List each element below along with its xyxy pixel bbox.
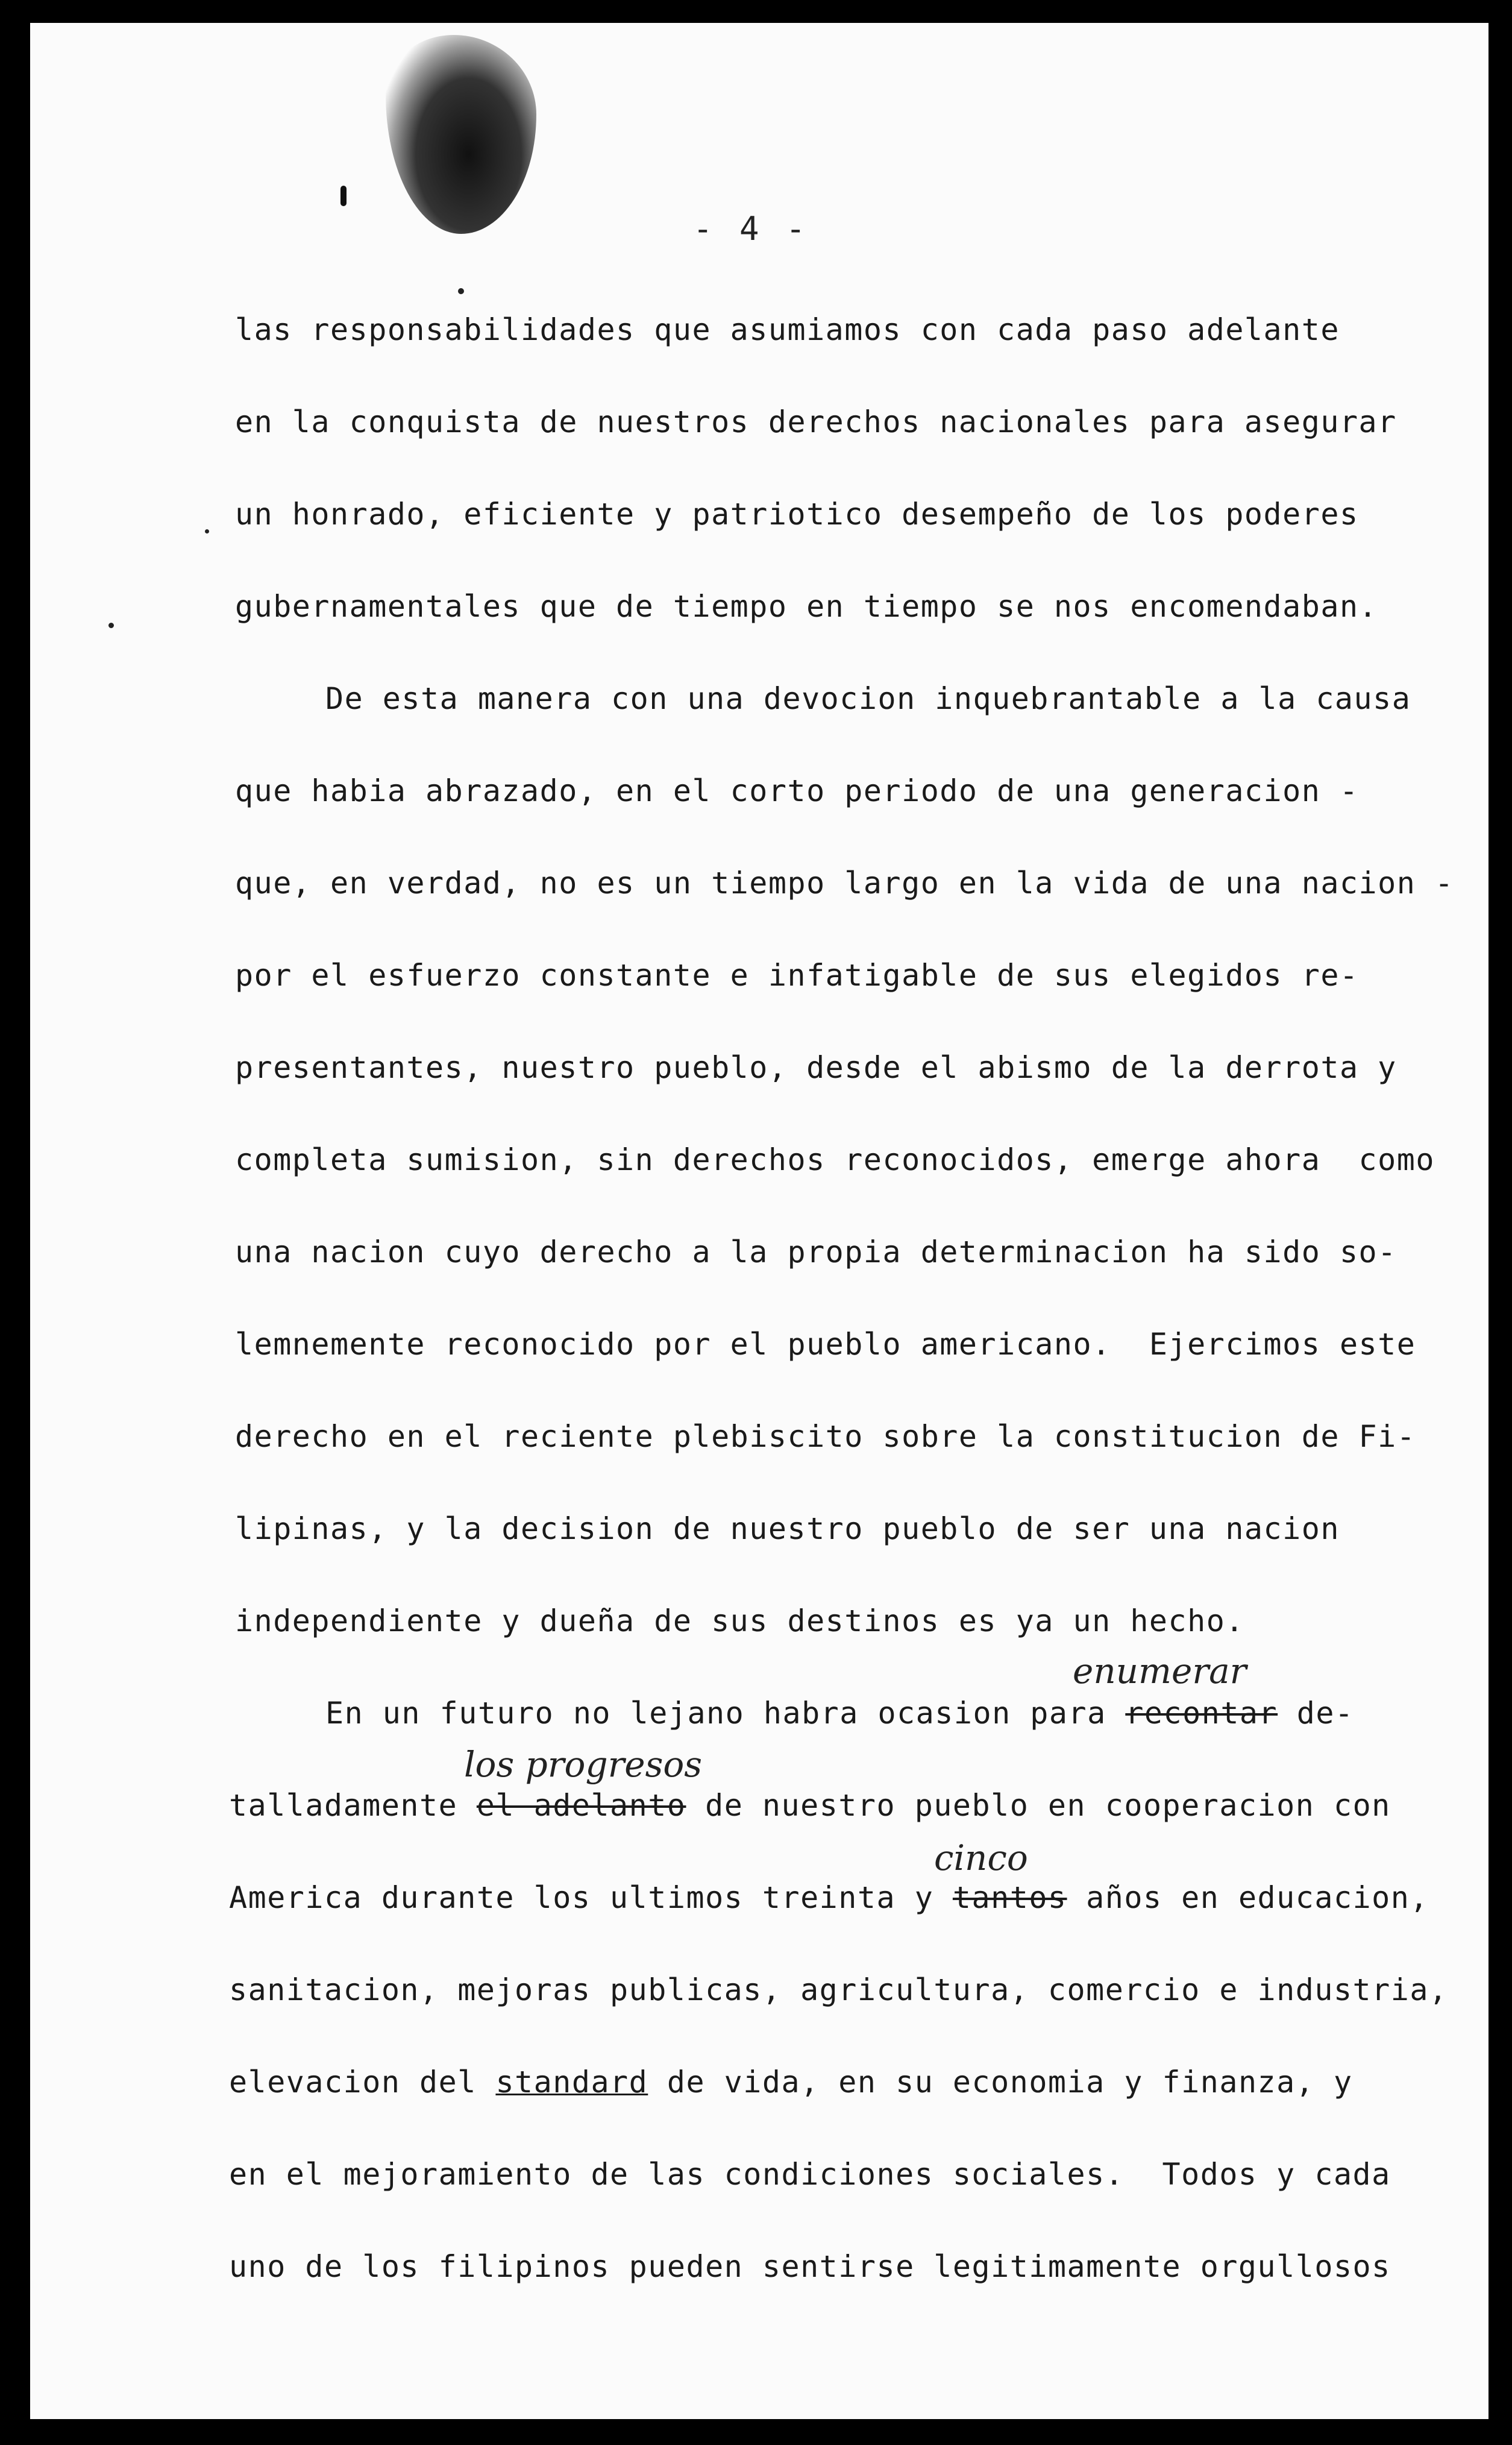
text-line: que habia abrazado, en el corto periodo de una generacion -: [235, 773, 1359, 808]
text-line: por el esfuerzo constante e infatigable de sus elegidos re-: [235, 958, 1359, 993]
handwritten-correction: los progresos: [464, 1744, 703, 1785]
text-line: derecho en el reciente plebiscito sobre la constitucion de Fi-: [235, 1419, 1416, 1454]
ink-speck: [108, 623, 114, 628]
struck-word: tantos: [952, 1880, 1067, 1915]
text-line: un honrado, eficiente y patriotico desempeño de los poderes: [235, 497, 1359, 532]
text-line: en el mejoramiento de las condiciones sociales. Todos y cada: [229, 2157, 1391, 2192]
ink-speck: [205, 529, 209, 533]
text-line: lemnemente reconocido por el pueblo americano. Ejercimos este: [235, 1327, 1416, 1362]
text-line: en la conquista de nuestros derechos nacionales para asegurar: [235, 404, 1397, 439]
text-segment: de nuestro pueblo en cooperacion con: [686, 1788, 1391, 1823]
handwritten-correction: cinco: [934, 1837, 1028, 1878]
text-line: una nacion cuyo derecho a la propia determinacion ha sido so-: [235, 1235, 1397, 1270]
text-segment: America durante los ultimos treinta y: [229, 1880, 953, 1915]
text-line: presentantes, nuestro pueblo, desde el abismo de la derrota y: [235, 1050, 1397, 1085]
text-segment: de-: [1278, 1696, 1354, 1731]
text-segment: talladamente: [229, 1788, 477, 1823]
text-line: completa sumision, sin derechos reconocidos, emerge ahora como: [235, 1142, 1435, 1177]
text-line: sanitacion, mejoras publicas, agricultura, comercio e industria,: [229, 1972, 1448, 2007]
text-line: gubernamentales que de tiempo en tiempo se nos encomendaban.: [235, 589, 1378, 624]
text-segment: elevacion del: [229, 2065, 496, 2100]
underlined-word: standard: [495, 2065, 648, 2100]
text-line: De esta manera con una devocion inquebrantable a la causa: [325, 681, 1411, 716]
ink-drip: [340, 186, 347, 206]
text-segment: años en educacion,: [1067, 1880, 1429, 1915]
struck-word: el adelanto: [476, 1788, 686, 1823]
text-line: que, en verdad, no es un tiempo largo en la vida de una nacion -: [235, 866, 1454, 901]
ink-speck: [458, 288, 464, 294]
text-segment: de vida, en su economia y finanza, y: [648, 2065, 1353, 2100]
text-line: lipinas, y la decision de nuestro pueblo de ser una nacion: [235, 1511, 1340, 1546]
struck-word: recontar: [1125, 1696, 1278, 1731]
text-line: uno de los filipinos pueden sentirse legitimamente orgullosos: [229, 2249, 1391, 2284]
handwritten-correction: enumerar: [1073, 1650, 1247, 1691]
text-line: [325, 1696, 1354, 1731]
text-segment: En un futuro no lejano habra ocasion para: [325, 1696, 1126, 1731]
text-line: [229, 2065, 1353, 2100]
document-page: [30, 23, 1488, 2419]
text-line: independiente y dueña de sus destinos es ya un hecho.: [235, 1603, 1244, 1638]
text-line: las responsabilidades que asumiamos con cada paso adelante: [235, 312, 1340, 347]
text-line: [229, 1880, 1429, 1915]
text-line: [229, 1788, 1391, 1823]
ink-blot: [386, 35, 536, 234]
page-number: - 4 -: [693, 210, 809, 248]
